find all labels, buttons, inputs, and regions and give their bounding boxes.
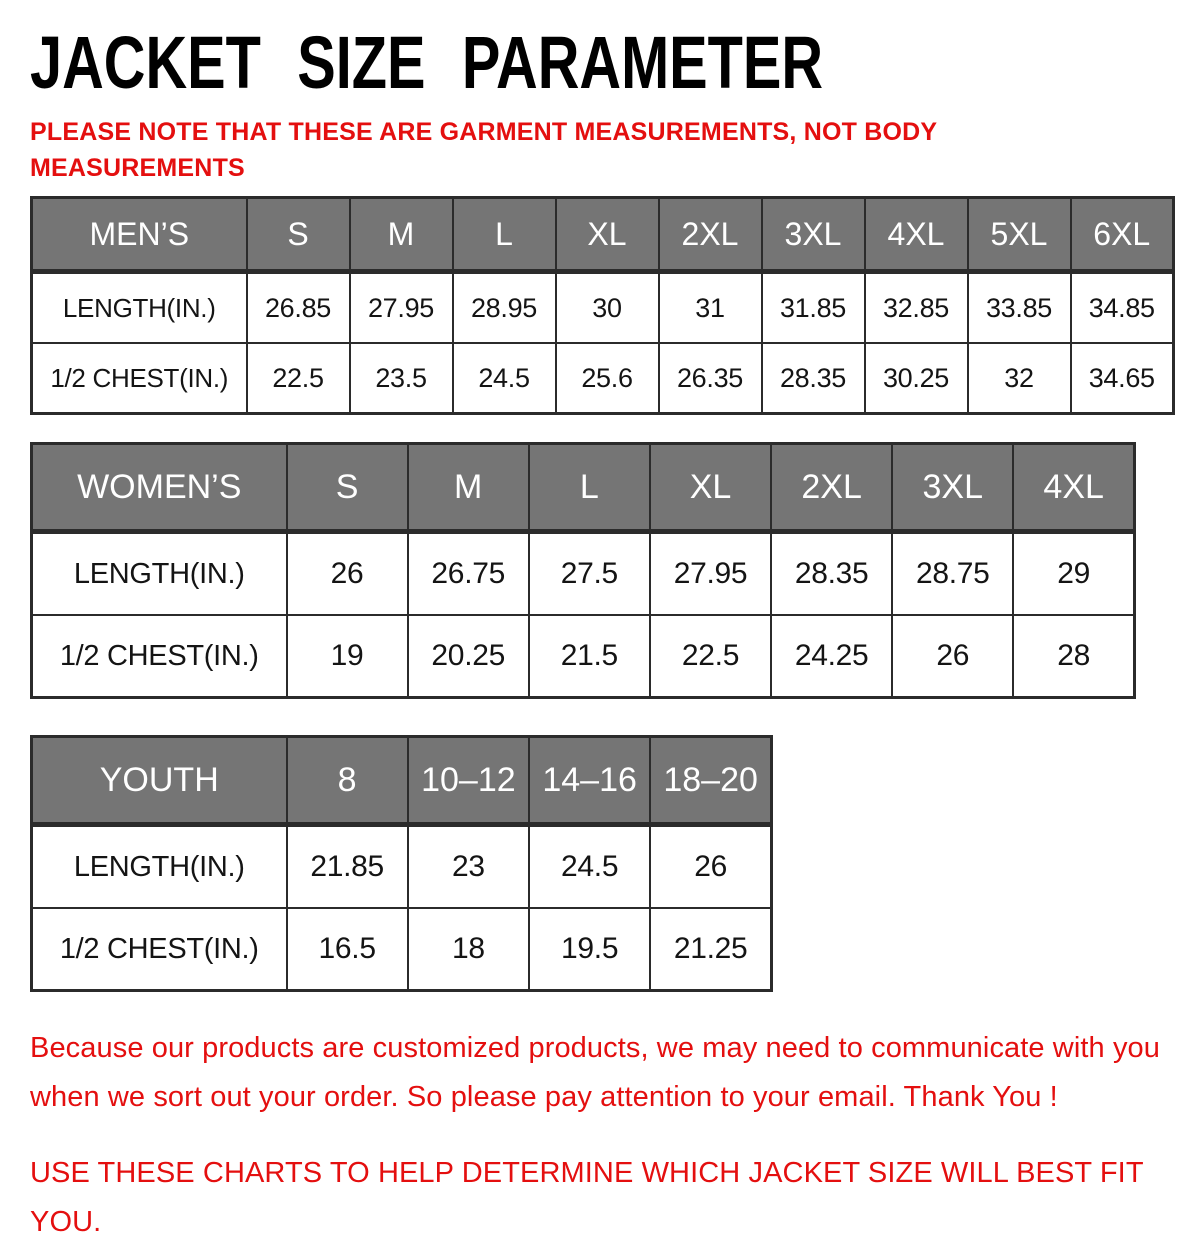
size-header-cell: XL [650,444,771,532]
size-value-cell: 26.35 [659,343,762,414]
page-title: JACKET SIZE PARAMETER [30,21,824,104]
footer-note-usage: USE THESE CHARTS TO HELP DETERMINE WHICH JACKET SIZE WILL BEST FIT YOU. [30,1156,1144,1239]
size-header-cell: 5XL [968,198,1071,272]
size-header-cell: 8 [287,737,408,825]
size-header-cell: 6XL [1071,198,1174,272]
size-value-cell: 32 [968,343,1071,414]
size-header-cell: XL [556,198,659,272]
size-value-cell: 19.5 [529,908,650,991]
size-value-cell: 32.85 [865,272,968,344]
size-value-cell: 27.5 [529,532,650,616]
size-header-cell: L [453,198,556,272]
size-header-cell: 18–20 [650,737,771,825]
size-value-cell: 25.6 [556,343,659,414]
size-value-cell: 31 [659,272,762,344]
mens-size-table [30,196,1175,415]
size-value-cell: 24.25 [771,615,892,698]
size-header-cell: S [247,198,350,272]
size-header-cell: 3XL [892,444,1013,532]
size-value-cell: 28.35 [771,532,892,616]
row-label-cell: 1/2 CHEST(IN.) [32,908,287,991]
size-value-cell: 26.85 [247,272,350,344]
youth-table-title-cell: YOUTH [32,737,287,825]
size-value-cell: 21.25 [650,908,771,991]
size-value-cell: 19 [287,615,408,698]
size-value-cell: 22.5 [650,615,771,698]
size-value-cell: 28.95 [453,272,556,344]
size-value-cell: 28 [1013,615,1134,698]
womens-chest-row [32,615,1135,698]
row-label-cell: LENGTH(IN.) [32,825,287,909]
mens-chest-row [32,343,1174,414]
size-header-cell: S [287,444,408,532]
size-header-cell: 4XL [1013,444,1134,532]
size-value-cell: 22.5 [247,343,350,414]
size-value-cell: 21.5 [529,615,650,698]
womens-length-row [32,532,1135,616]
size-header-cell: 4XL [865,198,968,272]
youth-chest-row [32,908,772,991]
size-header-cell: 14–16 [529,737,650,825]
size-value-cell: 26 [650,825,771,909]
row-label-cell: 1/2 CHEST(IN.) [32,343,247,414]
size-value-cell: 20.25 [408,615,529,698]
measurement-note: PLEASE NOTE THAT THESE ARE GARMENT MEASUREMENTS, NOT BODY MEASUREMENTS [30,117,937,182]
size-header-cell: 3XL [762,198,865,272]
youth-size-table [30,735,773,992]
womens-header-row [32,444,1135,532]
size-value-cell: 31.85 [762,272,865,344]
size-value-cell: 23 [408,825,529,909]
size-value-cell: 26.75 [408,532,529,616]
size-value-cell: 21.85 [287,825,408,909]
size-header-cell: 2XL [771,444,892,532]
size-header-cell: M [408,444,529,532]
youth-length-row [32,825,772,909]
footer-note-customized: Because our products are customized products, we may need to communicate with you when we sort out your order. So please pay attention to your email. Thank You ! [30,1032,1160,1114]
size-value-cell: 27.95 [350,272,453,344]
size-value-cell: 26 [892,615,1013,698]
size-value-cell: 33.85 [968,272,1071,344]
size-value-cell: 23.5 [350,343,453,414]
mens-table-title-cell: MEN’S [32,198,247,272]
row-label-cell: LENGTH(IN.) [32,272,247,344]
size-header-cell: 10–12 [408,737,529,825]
row-label-cell: 1/2 CHEST(IN.) [32,615,287,698]
womens-size-table [30,442,1136,699]
youth-header-row [32,737,772,825]
row-label-cell: LENGTH(IN.) [32,532,287,616]
size-value-cell: 28.75 [892,532,1013,616]
size-header-cell: M [350,198,453,272]
size-value-cell: 24.5 [453,343,556,414]
size-value-cell: 30 [556,272,659,344]
size-value-cell: 34.85 [1071,272,1174,344]
size-value-cell: 24.5 [529,825,650,909]
size-value-cell: 27.95 [650,532,771,616]
size-value-cell: 30.25 [865,343,968,414]
size-header-cell: 2XL [659,198,762,272]
size-value-cell: 28.35 [762,343,865,414]
size-value-cell: 29 [1013,532,1134,616]
size-value-cell: 16.5 [287,908,408,991]
size-value-cell: 34.65 [1071,343,1174,414]
mens-header-row [32,198,1174,272]
size-value-cell: 26 [287,532,408,616]
size-header-cell: L [529,444,650,532]
size-value-cell: 18 [408,908,529,991]
womens-table-title-cell: WOMEN’S [32,444,287,532]
mens-length-row [32,272,1174,344]
